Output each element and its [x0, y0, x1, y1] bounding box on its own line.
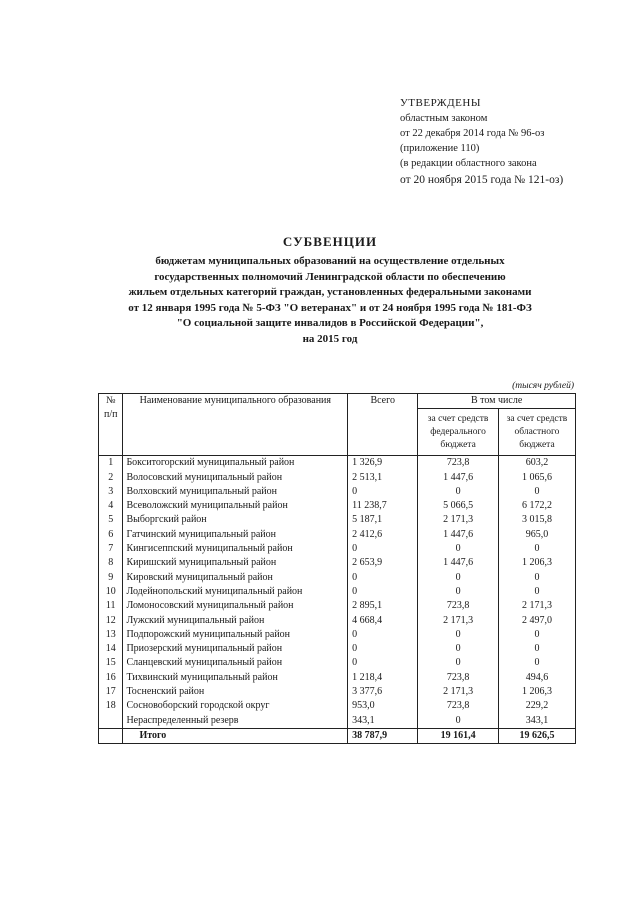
table-row: [99, 614, 576, 628]
row-num: 16: [99, 671, 123, 685]
row-name: Кировский муниципальный район: [123, 571, 348, 585]
header-num: № п/п: [99, 394, 123, 456]
title-line-1: бюджетам муниципальных образований на осуществление отдельных: [155, 255, 505, 267]
row-regional: 3 015,8: [498, 513, 575, 527]
row-regional: 0: [498, 642, 575, 656]
row-name: Сланцевский муниципальный район: [123, 656, 348, 670]
row-federal: 723,8: [418, 599, 499, 613]
row-regional: 0: [498, 485, 575, 499]
approval-block: [400, 96, 630, 188]
row-total: 0: [348, 628, 418, 642]
row-num: 17: [99, 685, 123, 699]
row-name: Тосненский район: [123, 685, 348, 699]
row-federal: 0: [418, 542, 499, 556]
approval-revision-date: от 20 ноября 2015 года № 121-оз): [400, 174, 564, 186]
approval-revision-label: (в редакции областного закона: [400, 158, 537, 169]
row-federal: 0: [418, 642, 499, 656]
row-federal: 723,8: [418, 671, 499, 685]
table-row: [99, 642, 576, 656]
table-row: [99, 656, 576, 670]
header-regional: за счет средств областного бюджета: [498, 409, 575, 456]
row-regional: 0: [498, 571, 575, 585]
row-num: 15: [99, 656, 123, 670]
row-federal: 0: [418, 485, 499, 499]
total-sum: 38 787,9: [348, 728, 418, 743]
row-num: 13: [99, 628, 123, 642]
row-federal: 1 447,6: [418, 528, 499, 542]
title-line-4: от 12 января 1995 года № 5-ФЗ "О ветеранах" и от 24 ноября 1995 года № 181-ФЗ: [128, 301, 532, 314]
row-total: 2 513,1: [348, 471, 418, 485]
row-num: 11: [99, 599, 123, 613]
row-num: 5: [99, 513, 123, 527]
row-federal: 0: [418, 628, 499, 642]
table-row: [99, 471, 576, 485]
row-total: 0: [348, 585, 418, 599]
row-regional: 1 206,3: [498, 556, 575, 570]
approval-law-date: от 22 декабря 2014 года № 96-оз: [400, 128, 545, 139]
row-federal: 0: [418, 585, 499, 599]
approval-heading: УТВЕРЖДЕНЫ: [400, 97, 481, 109]
row-federal: 2 171,3: [418, 614, 499, 628]
row-federal: 723,8: [418, 699, 499, 713]
row-regional: 603,2: [498, 456, 575, 471]
row-total: 2 412,6: [348, 528, 418, 542]
row-total: 0: [348, 656, 418, 670]
table-row: [99, 571, 576, 585]
row-regional: 1 206,3: [498, 685, 575, 699]
row-name: Гатчинский муниципальный район: [123, 528, 348, 542]
row-name: Сосновоборский городской округ: [123, 699, 348, 713]
total-row: [99, 728, 576, 743]
total-label: Итого: [123, 728, 348, 743]
header-including: В том числе: [418, 394, 576, 409]
row-regional: 0: [498, 585, 575, 599]
title-line-2: государственных полномочий Ленинградской области по обеспечению: [154, 270, 506, 283]
table-row: [99, 699, 576, 713]
title-line-6: на 2015 год: [302, 332, 358, 345]
row-num: 8: [99, 556, 123, 570]
row-name: Ломоносовский муниципальный район: [123, 599, 348, 613]
row-name: Приозерский муниципальный район: [123, 642, 348, 656]
row-num: 4: [99, 499, 123, 513]
row-federal: 0: [418, 714, 499, 729]
table-row: [99, 585, 576, 599]
row-num: 9: [99, 571, 123, 585]
total-num: [99, 728, 123, 743]
row-regional: 2 497,0: [498, 614, 575, 628]
total-federal: 19 161,4: [418, 728, 499, 743]
table-row: [99, 685, 576, 699]
row-name: Бокситогорский муниципальный район: [123, 456, 348, 471]
table-row: [99, 714, 576, 729]
table-row: [99, 485, 576, 499]
row-regional: 965,0: [498, 528, 575, 542]
row-total: 1 326,9: [348, 456, 418, 471]
row-total: 5 187,1: [348, 513, 418, 527]
row-num: 6: [99, 528, 123, 542]
row-federal: 723,8: [418, 456, 499, 471]
row-num: 14: [99, 642, 123, 656]
row-num: 1: [99, 456, 123, 471]
table-row: [99, 528, 576, 542]
row-total: 0: [348, 542, 418, 556]
document-title: [60, 234, 600, 347]
row-name: Нераспределенный резерв: [123, 714, 348, 729]
total-regional: 19 626,5: [498, 728, 575, 743]
table-body: [99, 456, 576, 744]
row-total: 2 653,9: [348, 556, 418, 570]
row-federal: 1 447,6: [418, 556, 499, 570]
row-name: Всеволожский муниципальный район: [123, 499, 348, 513]
row-num: 2: [99, 471, 123, 485]
row-name: Тихвинский муниципальный район: [123, 671, 348, 685]
row-regional: 1 065,6: [498, 471, 575, 485]
table-row: [99, 513, 576, 527]
table-row: [99, 456, 576, 471]
title-line-3: жильем отдельных категорий граждан, установленных федеральными законами: [128, 286, 532, 298]
row-regional: 0: [498, 542, 575, 556]
table-row: [99, 671, 576, 685]
table-row: [99, 556, 576, 570]
row-name: Волховский муниципальный район: [123, 485, 348, 499]
row-name: Волосовский муниципальный район: [123, 471, 348, 485]
row-name: Выборгский район: [123, 513, 348, 527]
row-federal: 2 171,3: [418, 513, 499, 527]
row-num: 12: [99, 614, 123, 628]
row-regional: 0: [498, 628, 575, 642]
row-regional: 494,6: [498, 671, 575, 685]
row-regional: 2 171,3: [498, 599, 575, 613]
header-name: Наименование муниципального образования: [123, 394, 348, 456]
row-name: Киришский муниципальный район: [123, 556, 348, 570]
row-total: 0: [348, 571, 418, 585]
row-regional: 229,2: [498, 699, 575, 713]
title-main: СУБВЕНЦИИ: [282, 234, 378, 249]
row-federal: 5 066,5: [418, 499, 499, 513]
header-federal: за счет средств федерального бюджета: [418, 409, 499, 456]
row-num: 18: [99, 699, 123, 713]
approval-appendix: (приложение 110): [400, 143, 480, 154]
row-total: 2 895,1: [348, 599, 418, 613]
row-regional: 6 172,2: [498, 499, 575, 513]
row-num: 10: [99, 585, 123, 599]
table-row: [99, 628, 576, 642]
row-num: 7: [99, 542, 123, 556]
row-num: 3: [99, 485, 123, 499]
row-regional: 343,1: [498, 714, 575, 729]
table-row: [99, 542, 576, 556]
row-name: Лужский муниципальный район: [123, 614, 348, 628]
row-name: Кингисеппский муниципальный район: [123, 542, 348, 556]
row-name: Лодейнопольский муниципальный район: [123, 585, 348, 599]
row-federal: 1 447,6: [418, 471, 499, 485]
units-label: (тысяч рублей): [512, 381, 574, 391]
row-regional: 0: [498, 656, 575, 670]
title-line-5: "О социальной защите инвалидов в Российской Федерации",: [176, 317, 484, 329]
row-total: 3 377,6: [348, 685, 418, 699]
row-federal: 0: [418, 571, 499, 585]
row-total: 343,1: [348, 714, 418, 729]
row-total: 1 218,4: [348, 671, 418, 685]
row-total: 4 668,4: [348, 614, 418, 628]
table-row: [99, 599, 576, 613]
row-federal: 0: [418, 656, 499, 670]
row-total: 953,0: [348, 699, 418, 713]
row-total: 0: [348, 642, 418, 656]
row-federal: 2 171,3: [418, 685, 499, 699]
row-total: 0: [348, 485, 418, 499]
table-row: [99, 499, 576, 513]
row-num: [99, 714, 123, 729]
row-total: 11 238,7: [348, 499, 418, 513]
subventions-table: [98, 393, 576, 744]
approval-law-label: областным законом: [400, 113, 488, 124]
row-name: Подпорожский муниципальный район: [123, 628, 348, 642]
header-total: Всего: [348, 394, 418, 456]
